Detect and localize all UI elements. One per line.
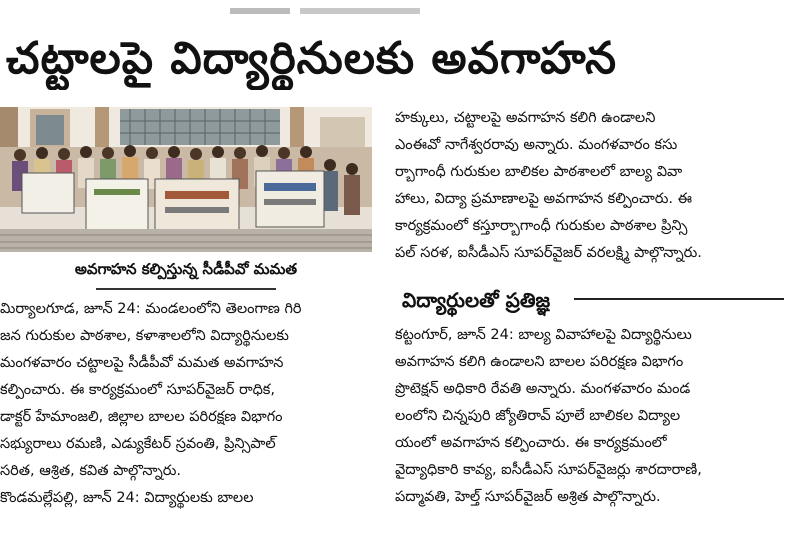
text-line: మిర్యాలగూడ, జూన్ 24: మండలంలోని తెలంగాణ గిరి: [0, 301, 302, 317]
text-line: వైద్యాధికారి కావ్య, ఐసీడీఎస్ సూపర్‌వైజర్లు శారదారాణి,: [395, 462, 702, 478]
right-column-bottom-text: [395, 322, 790, 511]
article-headline: చట్టాలపై విద్యార్థినులకు అవగాహన: [6, 33, 618, 84]
text-line: కార్యక్రమంలో కస్తూర్బాగాంధీ గురుకుల పాఠశాల ప్రిన్సి: [395, 218, 688, 234]
text-line: అవగాహన కలిగి ఉండాలని బాలల పరిరక్షణ విభాగం: [395, 354, 684, 370]
text-line: లంలోని చిన్నపురి జ్యోతిరావ్ పూలే బాలికల విద్యాల: [395, 408, 681, 424]
text-line: కొండమల్లేపల్లి, జూన్ 24: విద్యార్థులకు బాలల: [0, 490, 254, 506]
text-line: కల్పించారు. ఈ కార్యక్రమంలో సూపర్‌వైజర్ రాధిక,: [0, 382, 275, 398]
photo-caption: అవగాహన కల్పిస్తున్న సీడీపీవో మమత: [74, 260, 298, 278]
text-line: ఎంఈవో నాగేశ్వరరావు అన్నారు. మంగళవారం కసు: [395, 137, 678, 153]
text-line: మంగళవారం చట్టాలపై సీడీపీవో మమత అవగాహన: [0, 355, 284, 371]
text-line: కట్టంగూర్, జూన్ 24: బాల్య వివాహాలపై విద్యార్థినులు: [395, 327, 692, 343]
text-line: హక్కులు, చట్టాలపై అవగాహన కలిగి ఉండాలని: [395, 110, 656, 126]
right-column-top-text: [395, 105, 790, 267]
previous-article-edge: [0, 0, 800, 18]
text-line: పద్మావతి, హెల్త్ సూపర్‌వైజర్ అశ్రిత పాల్గొన్నారు.: [395, 489, 661, 505]
text-line: ర్బాగాంధీ గురుకుల బాలికల పాఠశాలలో బాల్య వివా: [395, 164, 683, 180]
news-photo: [0, 107, 372, 252]
text-line: హాలు, విద్యా ప్రమాణాలపై అవగాహన కల్పించారు. ఈ: [395, 191, 692, 207]
sub-headline: విద్యార్థులతో ప్రతిజ్ఞ: [402, 288, 551, 312]
text-line: ప్రొటెక్షన్ అధికారి రేవతి అన్నారు. మంగళవారం మండ: [395, 381, 691, 397]
caption-underline: [96, 288, 276, 290]
text-line: పల్ సరళ, ఐసీడీఎస్ సూపర్‌వైజర్ వరలక్ష్మి పాల్గొన్నారు.: [395, 245, 702, 261]
text-line: యంలో అవగాహన కల్పించారు. ఈ కార్యక్రమంలో: [395, 435, 667, 451]
text-line: జన గురుకుల పాఠశాల, కళాశాలలోని విద్యార్థినులకు: [0, 328, 289, 344]
text-line: సభ్యురాలు రమణి, ఎడ్యుకేటర్ స్రవంతి, ప్రిన్సిపాల్: [0, 436, 276, 452]
sub-headline-rule: [574, 298, 784, 300]
left-column-text: [0, 296, 378, 512]
text-line: డాక్టర్ హేమాంజలి, జిల్లాల బాలల పరిరక్షణ విభాగం: [0, 409, 283, 425]
text-line: సరిత, ఆశ్రిత, కవిత పాల్గొన్నారు.: [0, 463, 181, 479]
